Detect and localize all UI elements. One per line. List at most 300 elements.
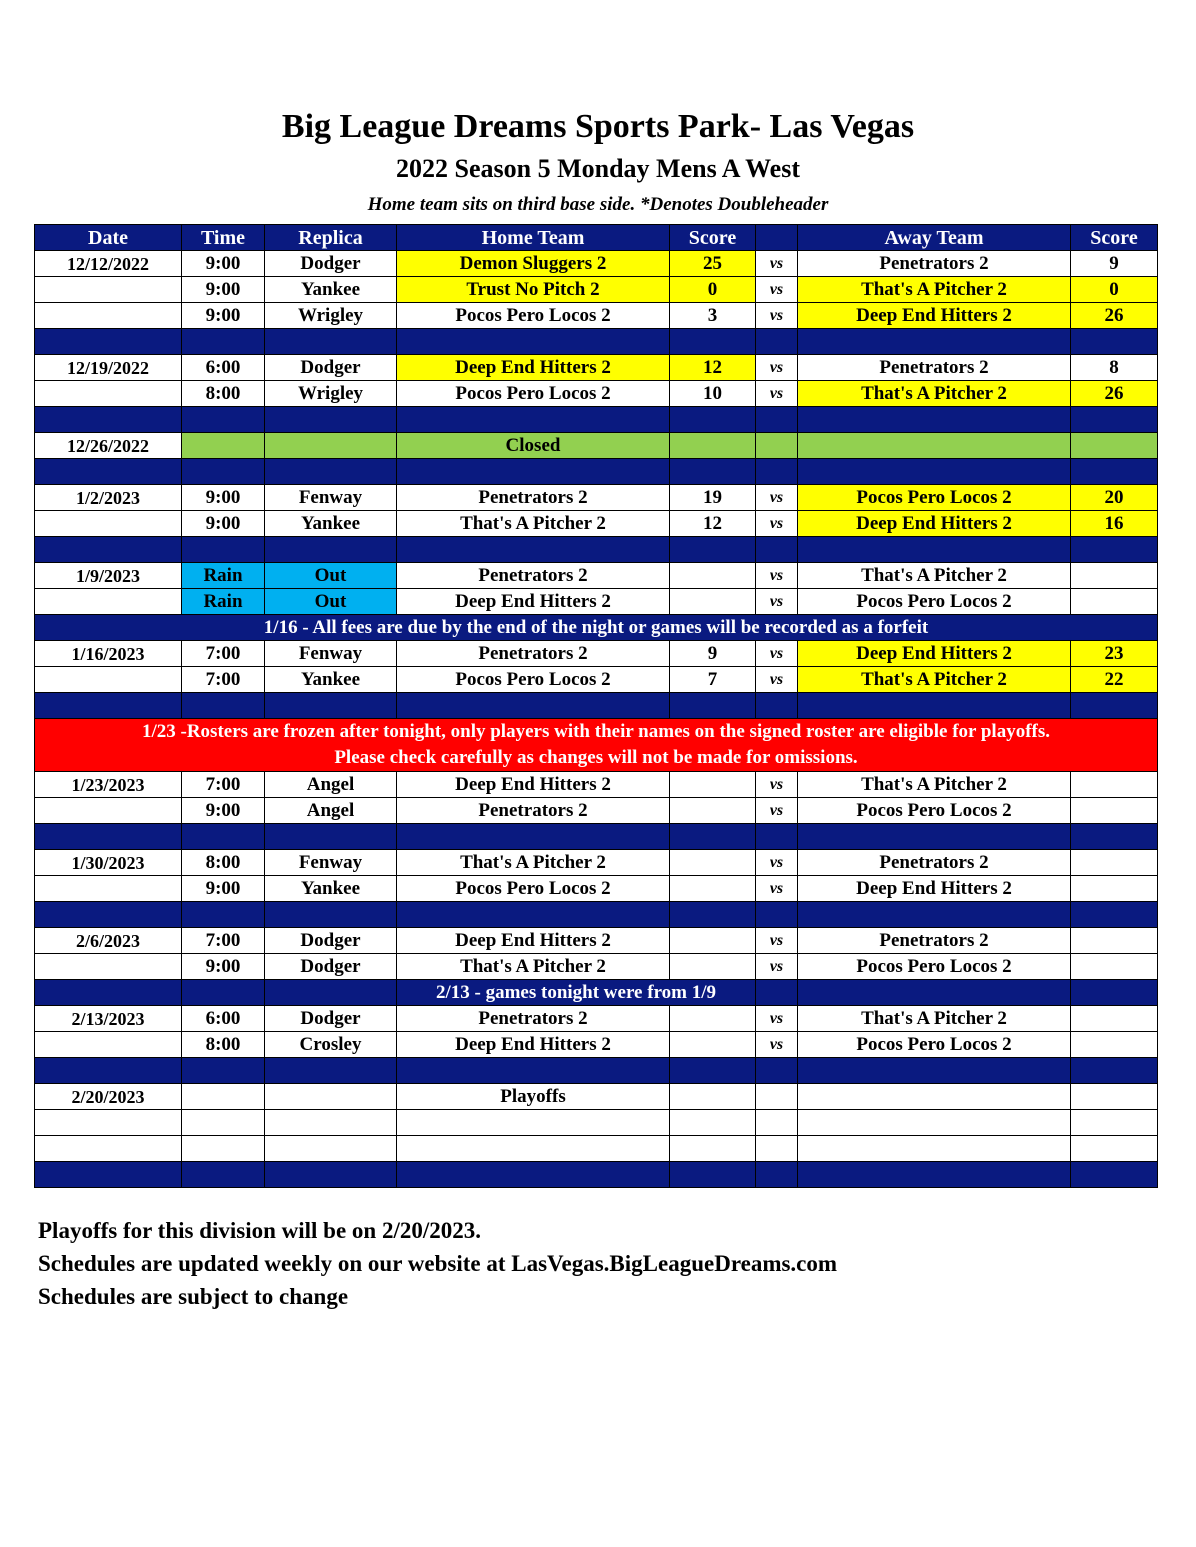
home-score [670, 1006, 756, 1032]
game-row [35, 954, 1158, 980]
away-team: Deep End Hitters 2 [798, 876, 1071, 902]
home-score: 3 [670, 303, 756, 329]
game-time [182, 1136, 265, 1162]
closed-label: Closed [397, 433, 670, 459]
home-score: 25 [670, 251, 756, 277]
away-score [1071, 772, 1158, 798]
game-time: 9:00 [182, 954, 265, 980]
game-row [35, 850, 1158, 876]
home-team: That's A Pitcher 2 [397, 850, 670, 876]
game-field: Angel [265, 772, 397, 798]
game-row [35, 641, 1158, 667]
away-score: 22 [1071, 667, 1158, 693]
col-date-header: Date [35, 225, 182, 251]
game-field: Dodger [265, 1006, 397, 1032]
game-field: Fenway [265, 641, 397, 667]
away-score: 9 [1071, 251, 1158, 277]
separator-cell [265, 1162, 397, 1188]
away-team: Pocos Pero Locos 2 [798, 798, 1071, 824]
home-score [670, 850, 756, 876]
home-score [670, 798, 756, 824]
home-score [670, 1032, 756, 1058]
roster-notice-line-1: 1/23 -Rosters are frozen after tonight, only players with their names on the signed roster are eligible for playoffs. [141, 721, 1051, 742]
separator-row [35, 693, 1158, 719]
away-score: 26 [1071, 381, 1158, 407]
game-row [35, 303, 1158, 329]
separator-cell [798, 902, 1071, 928]
game-field: Wrigley [265, 381, 397, 407]
separator-row [35, 1162, 1158, 1188]
game-row [35, 1084, 1158, 1110]
game-field: Fenway [265, 485, 397, 511]
notice-cell [798, 980, 1071, 1006]
game-row [35, 876, 1158, 902]
col-replica-header: Replica [265, 225, 397, 251]
home-score [670, 954, 756, 980]
home-score: 12 [670, 355, 756, 381]
closed-cell [182, 433, 265, 459]
separator-cell [670, 693, 756, 719]
away-team: That's A Pitcher 2 [798, 381, 1071, 407]
game-time [182, 1110, 265, 1136]
away-team: That's A Pitcher 2 [798, 1006, 1071, 1032]
game-field: Dodger [265, 954, 397, 980]
home-team: Pocos Pero Locos 2 [397, 381, 670, 407]
separator-cell [35, 459, 182, 485]
roster-notice-line-2: Please check carefully as changes will not be made for omissions. [334, 747, 858, 768]
away-team: Pocos Pero Locos 2 [798, 485, 1071, 511]
game-row [35, 381, 1158, 407]
roster-freeze-notice [35, 719, 1158, 772]
closed-cell [798, 433, 1071, 459]
separator-row [35, 902, 1158, 928]
vs-label [756, 1110, 798, 1136]
game-field [265, 1136, 397, 1162]
game-date: 1/16/2023 [35, 641, 182, 667]
game-field: Out [265, 563, 397, 589]
away-score: 23 [1071, 641, 1158, 667]
schedule-note: Home team sits on third base side. *Denotes Doubleheader [367, 194, 829, 215]
game-field: Angel [265, 798, 397, 824]
home-team: Deep End Hitters 2 [397, 589, 670, 615]
away-team: That's A Pitcher 2 [798, 772, 1071, 798]
separator-cell [182, 407, 265, 433]
vs-label: vs [756, 485, 798, 511]
table-header [35, 225, 1158, 251]
separator-cell [756, 693, 798, 719]
separator-cell [798, 329, 1071, 355]
vs-label: vs [756, 1032, 798, 1058]
separator-cell [1071, 902, 1158, 928]
away-team: Pocos Pero Locos 2 [798, 589, 1071, 615]
game-field: Dodger [265, 355, 397, 381]
separator-cell [670, 824, 756, 850]
home-team: Pocos Pero Locos 2 [397, 303, 670, 329]
game-field [265, 1110, 397, 1136]
home-score: 19 [670, 485, 756, 511]
separator-cell [35, 1162, 182, 1188]
game-date: 1/9/2023 [35, 563, 182, 589]
away-team: Penetrators 2 [798, 928, 1071, 954]
game-time: 6:00 [182, 1006, 265, 1032]
separator-cell [798, 1162, 1071, 1188]
game-time: 9:00 [182, 277, 265, 303]
separator-cell [670, 902, 756, 928]
col-time-header: Time [182, 225, 265, 251]
closed-cell [756, 433, 798, 459]
separator-cell [1071, 459, 1158, 485]
vs-label: vs [756, 928, 798, 954]
separator-cell [182, 459, 265, 485]
game-date [35, 876, 182, 902]
separator-row [35, 537, 1158, 563]
game-field [265, 1084, 397, 1110]
vs-label: vs [756, 251, 798, 277]
separator-cell [397, 1058, 670, 1084]
separator-row [35, 407, 1158, 433]
game-time: 8:00 [182, 381, 265, 407]
vs-label: vs [756, 954, 798, 980]
separator-cell [670, 459, 756, 485]
home-team: That's A Pitcher 2 [397, 954, 670, 980]
vs-label [756, 1084, 798, 1110]
away-score [1071, 850, 1158, 876]
rain-out-row [35, 563, 1158, 589]
game-date [35, 1136, 182, 1162]
game-time: 8:00 [182, 1032, 265, 1058]
vs-label: vs [756, 667, 798, 693]
away-score [1071, 1136, 1158, 1162]
game-date [35, 303, 182, 329]
col-away-team-header: Away Team [798, 225, 1071, 251]
away-score [1071, 954, 1158, 980]
game-time: Rain [182, 589, 265, 615]
vs-label: vs [756, 381, 798, 407]
separator-cell [798, 407, 1071, 433]
vs-label: vs [756, 798, 798, 824]
home-score [670, 1110, 756, 1136]
separator-cell [670, 407, 756, 433]
vs-label: vs [756, 303, 798, 329]
separator-cell [35, 902, 182, 928]
separator-row [35, 459, 1158, 485]
separator-cell [798, 459, 1071, 485]
home-score [670, 563, 756, 589]
separator-cell [265, 693, 397, 719]
separator-cell [35, 329, 182, 355]
game-date: 12/19/2022 [35, 355, 182, 381]
away-score: 8 [1071, 355, 1158, 381]
separator-cell [756, 824, 798, 850]
away-score: 26 [1071, 303, 1158, 329]
away-score [1071, 876, 1158, 902]
game-field: Fenway [265, 850, 397, 876]
game-row [35, 355, 1158, 381]
away-team: Pocos Pero Locos 2 [798, 1032, 1071, 1058]
home-team: Penetrators 2 [397, 1006, 670, 1032]
footer-line-2: Schedules are updated weekly on our website at LasVegas.BigLeagueDreams.com [38, 1251, 838, 1276]
away-score [1071, 798, 1158, 824]
notice-cell [265, 980, 397, 1006]
game-date: 1/23/2023 [35, 772, 182, 798]
roster-notice-cell [35, 719, 1158, 772]
game-field: Crosley [265, 1032, 397, 1058]
game-date: 2/13/2023 [35, 1006, 182, 1032]
footer-line-1: Playoffs for this division will be on 2/20/2023. [38, 1218, 482, 1243]
vs-label: vs [756, 589, 798, 615]
away-team: Pocos Pero Locos 2 [798, 954, 1071, 980]
home-team: Penetrators 2 [397, 485, 670, 511]
game-field: Out [265, 589, 397, 615]
game-time: 9:00 [182, 511, 265, 537]
separator-cell [1071, 537, 1158, 563]
separator-cell [182, 902, 265, 928]
home-team: Pocos Pero Locos 2 [397, 876, 670, 902]
home-score: 9 [670, 641, 756, 667]
separator-cell [1071, 824, 1158, 850]
separator-cell [756, 459, 798, 485]
separator-cell [1071, 1058, 1158, 1084]
game-row [35, 772, 1158, 798]
game-time: 9:00 [182, 798, 265, 824]
notice-text: 2/13 - games tonight were from 1/9 [397, 980, 756, 1006]
separator-cell [35, 407, 182, 433]
separator-cell [670, 329, 756, 355]
separator-cell [756, 537, 798, 563]
home-score: 7 [670, 667, 756, 693]
game-date: 2/6/2023 [35, 928, 182, 954]
separator-cell [397, 693, 670, 719]
home-team: Playoffs [397, 1084, 670, 1110]
separator-cell [798, 693, 1071, 719]
home-score [670, 1136, 756, 1162]
away-team: That's A Pitcher 2 [798, 667, 1071, 693]
away-team: Penetrators 2 [798, 850, 1071, 876]
game-date [35, 1032, 182, 1058]
game-row [35, 1110, 1158, 1136]
vs-label: vs [756, 355, 798, 381]
away-score [1071, 1032, 1158, 1058]
home-team: Deep End Hitters 2 [397, 928, 670, 954]
away-team: That's A Pitcher 2 [798, 277, 1071, 303]
away-team: Deep End Hitters 2 [798, 303, 1071, 329]
away-score [1071, 1110, 1158, 1136]
separator-cell [265, 902, 397, 928]
home-score [670, 928, 756, 954]
separator-cell [397, 329, 670, 355]
separator-cell [397, 1162, 670, 1188]
notice-cell [35, 980, 182, 1006]
separator-cell [182, 329, 265, 355]
separator-cell [1071, 329, 1158, 355]
away-team [798, 1110, 1071, 1136]
game-date [35, 798, 182, 824]
home-team: Penetrators 2 [397, 563, 670, 589]
separator-cell [756, 1162, 798, 1188]
notice-cell [182, 980, 265, 1006]
game-time: 9:00 [182, 485, 265, 511]
closed-cell [1071, 433, 1158, 459]
separator-cell [798, 537, 1071, 563]
separator-cell [182, 824, 265, 850]
away-score [1071, 1006, 1158, 1032]
away-score [1071, 563, 1158, 589]
notice-row [35, 615, 1158, 641]
home-team [397, 1136, 670, 1162]
game-row [35, 277, 1158, 303]
separator-cell [756, 902, 798, 928]
separator-cell [265, 537, 397, 563]
footer-line-3: Schedules are subject to change [38, 1284, 349, 1309]
separator-cell [1071, 693, 1158, 719]
game-date [35, 511, 182, 537]
game-time: 7:00 [182, 641, 265, 667]
game-time: 9:00 [182, 876, 265, 902]
vs-label: vs [756, 641, 798, 667]
vs-label: vs [756, 277, 798, 303]
notice-cell [756, 980, 798, 1006]
col-away-score-header: Score [1071, 225, 1158, 251]
separator-cell [756, 329, 798, 355]
separator-cell [1071, 1162, 1158, 1188]
game-date: 2/20/2023 [35, 1084, 182, 1110]
game-date [35, 277, 182, 303]
game-time: 7:00 [182, 928, 265, 954]
notice-cell [1071, 980, 1158, 1006]
col-home-score-header: Score [670, 225, 756, 251]
game-field: Dodger [265, 928, 397, 954]
away-score [1071, 928, 1158, 954]
page-subtitle: 2022 Season 5 Monday Mens A West [395, 154, 800, 183]
game-date: 1/30/2023 [35, 850, 182, 876]
game-row [35, 251, 1158, 277]
home-score: 12 [670, 511, 756, 537]
separator-cell [670, 1162, 756, 1188]
separator-cell [35, 693, 182, 719]
separator-cell [265, 1058, 397, 1084]
home-team: Penetrators 2 [397, 798, 670, 824]
separator-cell [35, 537, 182, 563]
col-home-team-header: Home Team [397, 225, 670, 251]
separator-cell [1071, 407, 1158, 433]
vs-label [756, 1136, 798, 1162]
separator-cell [756, 1058, 798, 1084]
home-team: Penetrators 2 [397, 641, 670, 667]
game-row [35, 928, 1158, 954]
separator-cell [182, 1162, 265, 1188]
game-row [35, 1032, 1158, 1058]
home-team: Deep End Hitters 2 [397, 1032, 670, 1058]
vs-label: vs [756, 772, 798, 798]
game-time: 7:00 [182, 667, 265, 693]
separator-cell [35, 1058, 182, 1084]
game-row [35, 511, 1158, 537]
game-field: Yankee [265, 277, 397, 303]
separator-row [35, 824, 1158, 850]
home-team: Trust No Pitch 2 [397, 277, 670, 303]
separator-cell [397, 459, 670, 485]
schedule-table [34, 224, 1158, 1188]
separator-cell [182, 693, 265, 719]
separator-cell [265, 824, 397, 850]
separator-cell [798, 824, 1071, 850]
separator-cell [670, 1058, 756, 1084]
separator-cell [35, 824, 182, 850]
game-time: 7:00 [182, 772, 265, 798]
game-row [35, 1006, 1158, 1032]
closed-row [35, 433, 1158, 459]
game-field: Dodger [265, 251, 397, 277]
away-score: 16 [1071, 511, 1158, 537]
game-date: 12/12/2022 [35, 251, 182, 277]
home-score [670, 589, 756, 615]
game-time: 9:00 [182, 251, 265, 277]
away-score [1071, 589, 1158, 615]
rain-out-row [35, 589, 1158, 615]
home-score: 0 [670, 277, 756, 303]
game-field: Yankee [265, 667, 397, 693]
vs-label: vs [756, 850, 798, 876]
separator-cell [397, 824, 670, 850]
game-field: Yankee [265, 511, 397, 537]
home-score [670, 772, 756, 798]
away-score: 0 [1071, 277, 1158, 303]
separator-cell [397, 407, 670, 433]
separator-cell [397, 537, 670, 563]
separator-row [35, 329, 1158, 355]
home-team: That's A Pitcher 2 [397, 511, 670, 537]
home-score: 10 [670, 381, 756, 407]
game-row [35, 667, 1158, 693]
away-team: Deep End Hitters 2 [798, 641, 1071, 667]
away-team: Penetrators 2 [798, 355, 1071, 381]
closed-cell [265, 433, 397, 459]
away-team [798, 1084, 1071, 1110]
away-team [798, 1136, 1071, 1162]
vs-label: vs [756, 511, 798, 537]
game-date [35, 667, 182, 693]
home-team: Pocos Pero Locos 2 [397, 667, 670, 693]
game-field: Yankee [265, 876, 397, 902]
separator-row [35, 1058, 1158, 1084]
separator-cell [265, 329, 397, 355]
separator-cell [756, 407, 798, 433]
vs-label: vs [756, 1006, 798, 1032]
home-score [670, 1084, 756, 1110]
game-field: Wrigley [265, 303, 397, 329]
home-team: Demon Sluggers 2 [397, 251, 670, 277]
page-title: Big League Dreams Sports Park- Las Vegas [281, 108, 915, 145]
home-score [670, 876, 756, 902]
game-date: 1/2/2023 [35, 485, 182, 511]
vs-label: vs [756, 563, 798, 589]
separator-cell [182, 1058, 265, 1084]
col-vs-header [756, 225, 798, 251]
game-row [35, 485, 1158, 511]
home-team [397, 1110, 670, 1136]
separator-cell [670, 537, 756, 563]
game-date [35, 1110, 182, 1136]
game-time: 6:00 [182, 355, 265, 381]
game-row [35, 798, 1158, 824]
away-team: Deep End Hitters 2 [798, 511, 1071, 537]
separator-cell [798, 1058, 1071, 1084]
game-time: Rain [182, 563, 265, 589]
away-team: That's A Pitcher 2 [798, 563, 1071, 589]
away-score [1071, 1084, 1158, 1110]
separator-cell [182, 537, 265, 563]
game-date [35, 954, 182, 980]
